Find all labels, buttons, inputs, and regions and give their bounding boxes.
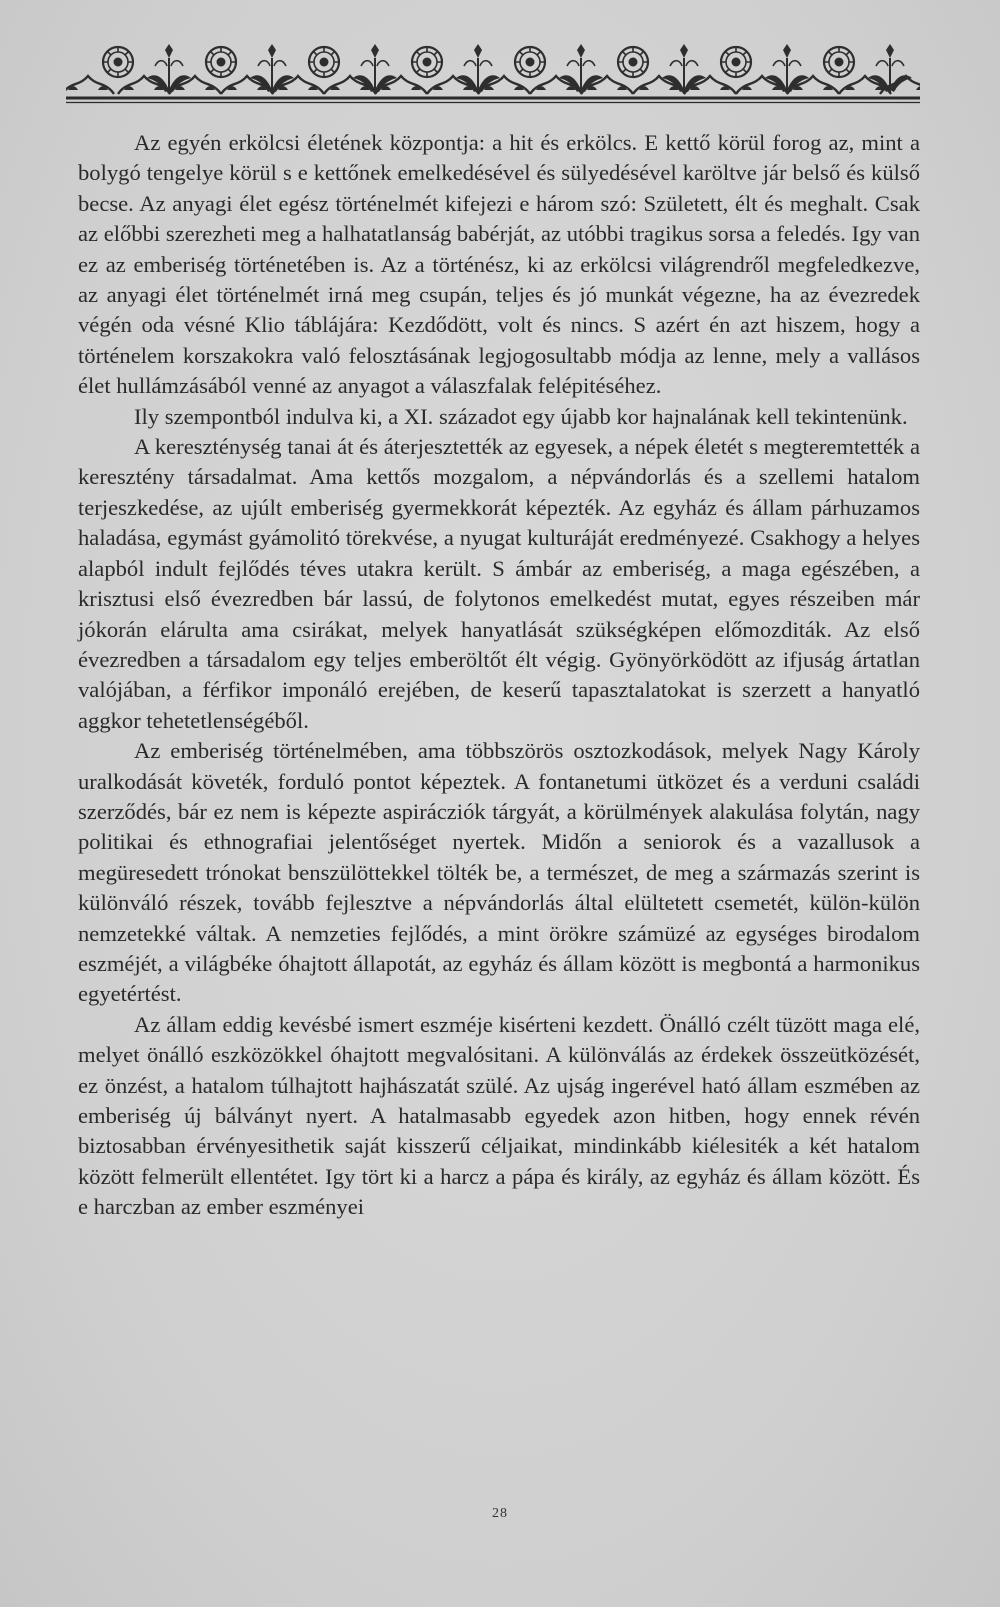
body-text <box>78 128 920 1223</box>
decorative-floral-header-band <box>66 38 920 106</box>
paragraph-2: Ily szempontból indulva ki, a XI. századot egy újabb kor hajnalának kell tekintenünk. <box>134 403 908 429</box>
page-number: 28 <box>492 1506 508 1521</box>
paragraph-3: A kereszténység tanai át és áterjesztették az egyesek, a népek életét s megteremtették a keresztény társadalmat. Ama kettős mozgalom, a népvándorlás és a szellemi hatalom terjeszkedése, az ujúlt emberiség gyermekkorát képezték. Az egyház és állam párhuzamos haladása, egymást gyámolitó törekvése, a nyugat kulturáját eredményezé. Csakhogy a helyes alapból indult fejlődés téves utakra került. S ámbár az emberiség, a maga egészében, a krisztusi első évezredben bár lassú, de folytonos emelkedést mutat, egyes részeiben már jókorán elárulta ama csirákat, melyek hanyatlását szükségképen előmozditák. Az első évezredben a társadalom egy teljes emberöltőt élt végig. Gyönyörködött az ifjuság ártatlan valójában, a férfikor imponáló erejében, de keserű tapasztalatokat is szerzett a hanyatló aggkor tehetetlenségéből. <box>78 434 920 733</box>
paragraph-1: Az egyén erkölcsi életének központja: a hit és erkölcs. E kettő körül forog az, mint a bolygó tengelye körül s e kettőnek emelkedésével és sülyedésével karöltve jár belső és külső becse. Az anyagi élet egész történelmét kifejezi e három szó: Született, élt és meghalt. Csak az előbbi szerezheti meg a halhatatlanság babérját, az utóbbi tragikus sorsa a feledés. Igy van ez az emberiség történetében is. Az a történész, ki az erkölcsi világrendről megfeledkezve, az anyagi élet történelmét irná meg csupán, teljes és jó munkát végezne, ha az évezredek végén oda vésné Klio táblájára: Kezdődött, volt és nincs. S azért én azt hiszem, hogy a történelem korszakokra való felosztásának legjogosultabb módja az lenne, mely a vallásos élet hullámzásából venné az anyagot a válaszfalak felépitéséhez. <box>78 130 920 399</box>
paragraph-5: Az állam eddig kevésbé ismert eszméje kisérteni kezdett. Önálló czélt tüzött maga elé, melyet önálló eszközökkel óhajtott megvalósitani. A különválás az érdekek összeütközését, ez önzést, a hatalom túlhajtott hajhászatát szülé. Az ujság ingerével ható állam eszmében az emberiség új bálványt nyert. A hatalmasabb egyedek azon hitben, hogy ennek révén biztosabban érvényesithetik saját kisszerű céljaikat, mindinkább kiélesiték a két hatalom között felmerült ellentétet. Igy tört ki a harcz a pápa és király, az egyház és állam között. És e harczban az ember eszményei <box>78 1011 920 1220</box>
paragraph-4: Az emberiség történelmében, ama többszörös osztozkodások, melyek Nagy Károly uralkodását követék, forduló pontot képeztek. A fontanetumi ütközet és a verduni családi szerződés, bár ez nem is képezte aspirácziók tárgyát, a körülmények alakulása folytán, nagy politikai és ethnografiai jelentőséget nyertek. Midőn a seniorok és a vazallusok a megüresedett trónokat benszülöttekkel tölték be, a természet, de meg a származás szerint is különváló részek, tovább fejlesztve a népvándorlás által elültetett csemetét, külön-külön nemzetekké váltak. A nemzeties fejlődés, a mint örökre számüzé az egységes birodalom eszméjét, a világbéke óhajtott állapotát, az egyház és állam között is megbontá a harmonikus egyetértést. <box>78 738 920 1007</box>
